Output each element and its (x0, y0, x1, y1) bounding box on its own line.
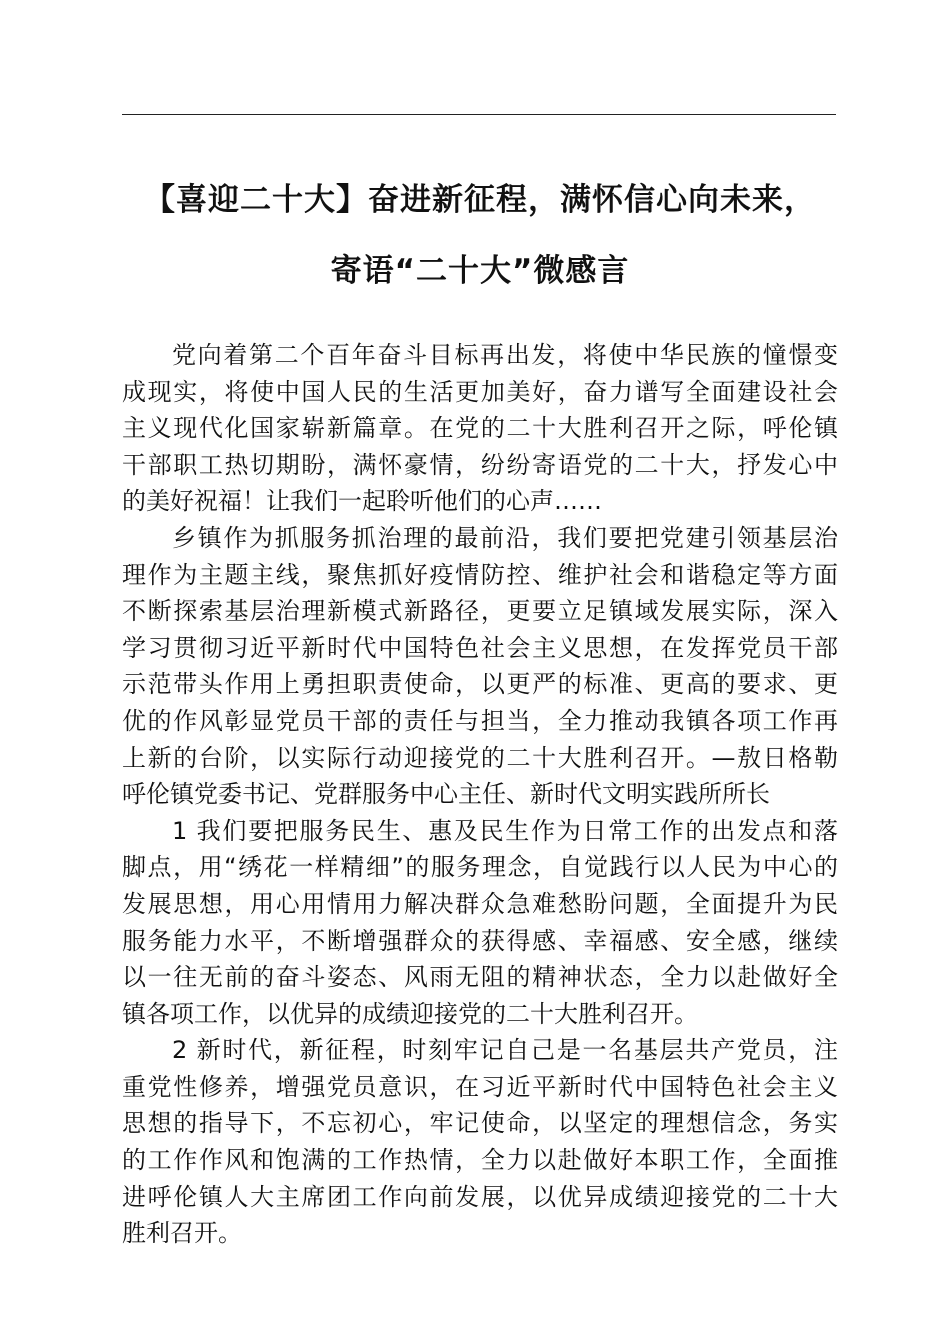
paragraph-line: 服务能力水平，不断增强群众的获得感、幸福感、安全感，继续 (122, 926, 838, 955)
paragraph-line: 的美好祝福！让我们一起聆听他们的心声…… (122, 487, 602, 516)
paragraph-line: 发展思想，用心用情用力解决群众急难愁盼问题，全面提升为民 (122, 889, 838, 918)
paragraph-line: 以一往无前的奋斗姿态、风雨无阻的精神状态，全力以赴做好全 (122, 963, 838, 992)
title-line-2: 寄语“二十大”微感言 (330, 253, 630, 289)
paragraph-line: 思想的指导下，不忘初心，牢记使命，以坚定的理想信念，务实 (122, 1109, 838, 1138)
paragraph-4 (122, 1032, 838, 1252)
paragraph-line: 理作为主题主线，聚焦抓好疫情防控、维护社会和谐稳定等方面 (122, 560, 838, 589)
paragraph-line: 示范带头作用上勇担职责使命，以更严的标准、更高的要求、更 (122, 670, 838, 699)
paragraph-3 (122, 813, 838, 1033)
paragraph-line: 1 我们要把服务民生、惠及民生作为日常工作的出发点和落 (172, 816, 838, 845)
paragraph-line: 不断探索基层治理新模式新路径，更要立足镇域发展实际，深入 (122, 597, 838, 626)
paragraph-line: 上新的台阶，以实际行动迎接党的二十大胜利召开。—敖日格勒 (122, 743, 838, 772)
paragraph-line: 优的作风彰显党员干部的责任与担当，全力推动我镇各项工作再 (122, 706, 838, 735)
paragraph-line: 乡镇作为抓服务抓治理的最前沿，我们要把党建引领基层治 (172, 523, 838, 552)
header-rule (122, 114, 836, 115)
paragraph-line: 干部职工热切期盼，满怀豪情，纷纷寄语党的二十大，抒发心中 (122, 450, 838, 479)
paragraph-line: 党向着第二个百年奋斗目标再出发，将使中华民族的憧憬变 (172, 341, 838, 369)
paragraph-line: 学习贯彻习近平新时代中国特色社会主义思想，在发挥党员干部 (122, 633, 838, 662)
paragraph-line: 呼伦镇党委书记、党群服务中心主任、新时代文明实践所所长 (122, 780, 770, 809)
paragraph-1 (122, 337, 838, 520)
paragraph-line: 镇各项工作，以优异的成绩迎接党的二十大胜利召开。 (122, 999, 698, 1028)
paragraph-line: 进呼伦镇人大主席团工作向前发展，以优异成绩迎接党的二十大 (122, 1182, 838, 1211)
document-body (122, 337, 838, 1252)
paragraph-line: 主义现代化国家崭新篇章。在党的二十大胜利召开之际，呼伦镇 (122, 414, 838, 443)
paragraph-2 (122, 520, 838, 813)
paragraph-line: 胜利召开。 (122, 1219, 242, 1248)
paragraph-line: 脚点，用“绣花一样精细”的服务理念，自觉践行以人民为中心的 (122, 853, 838, 882)
paragraph-line: 成现实，将使中国人民的生活更加美好，奋力谱写全面建设社会 (122, 377, 838, 406)
paragraph-line: 重党性修养，增强党员意识，在习近平新时代中国特色社会主义 (122, 1072, 838, 1101)
paragraph-line: 的工作作风和饱满的工作热情，全力以赴做好本职工作，全面推 (122, 1146, 838, 1175)
title-line-1: 【喜迎二十大】奋进新征程，满怀信心向未来， (144, 182, 816, 218)
paragraph-line: 2 新时代，新征程，时刻牢记自己是一名基层共产党员，注 (172, 1036, 838, 1065)
